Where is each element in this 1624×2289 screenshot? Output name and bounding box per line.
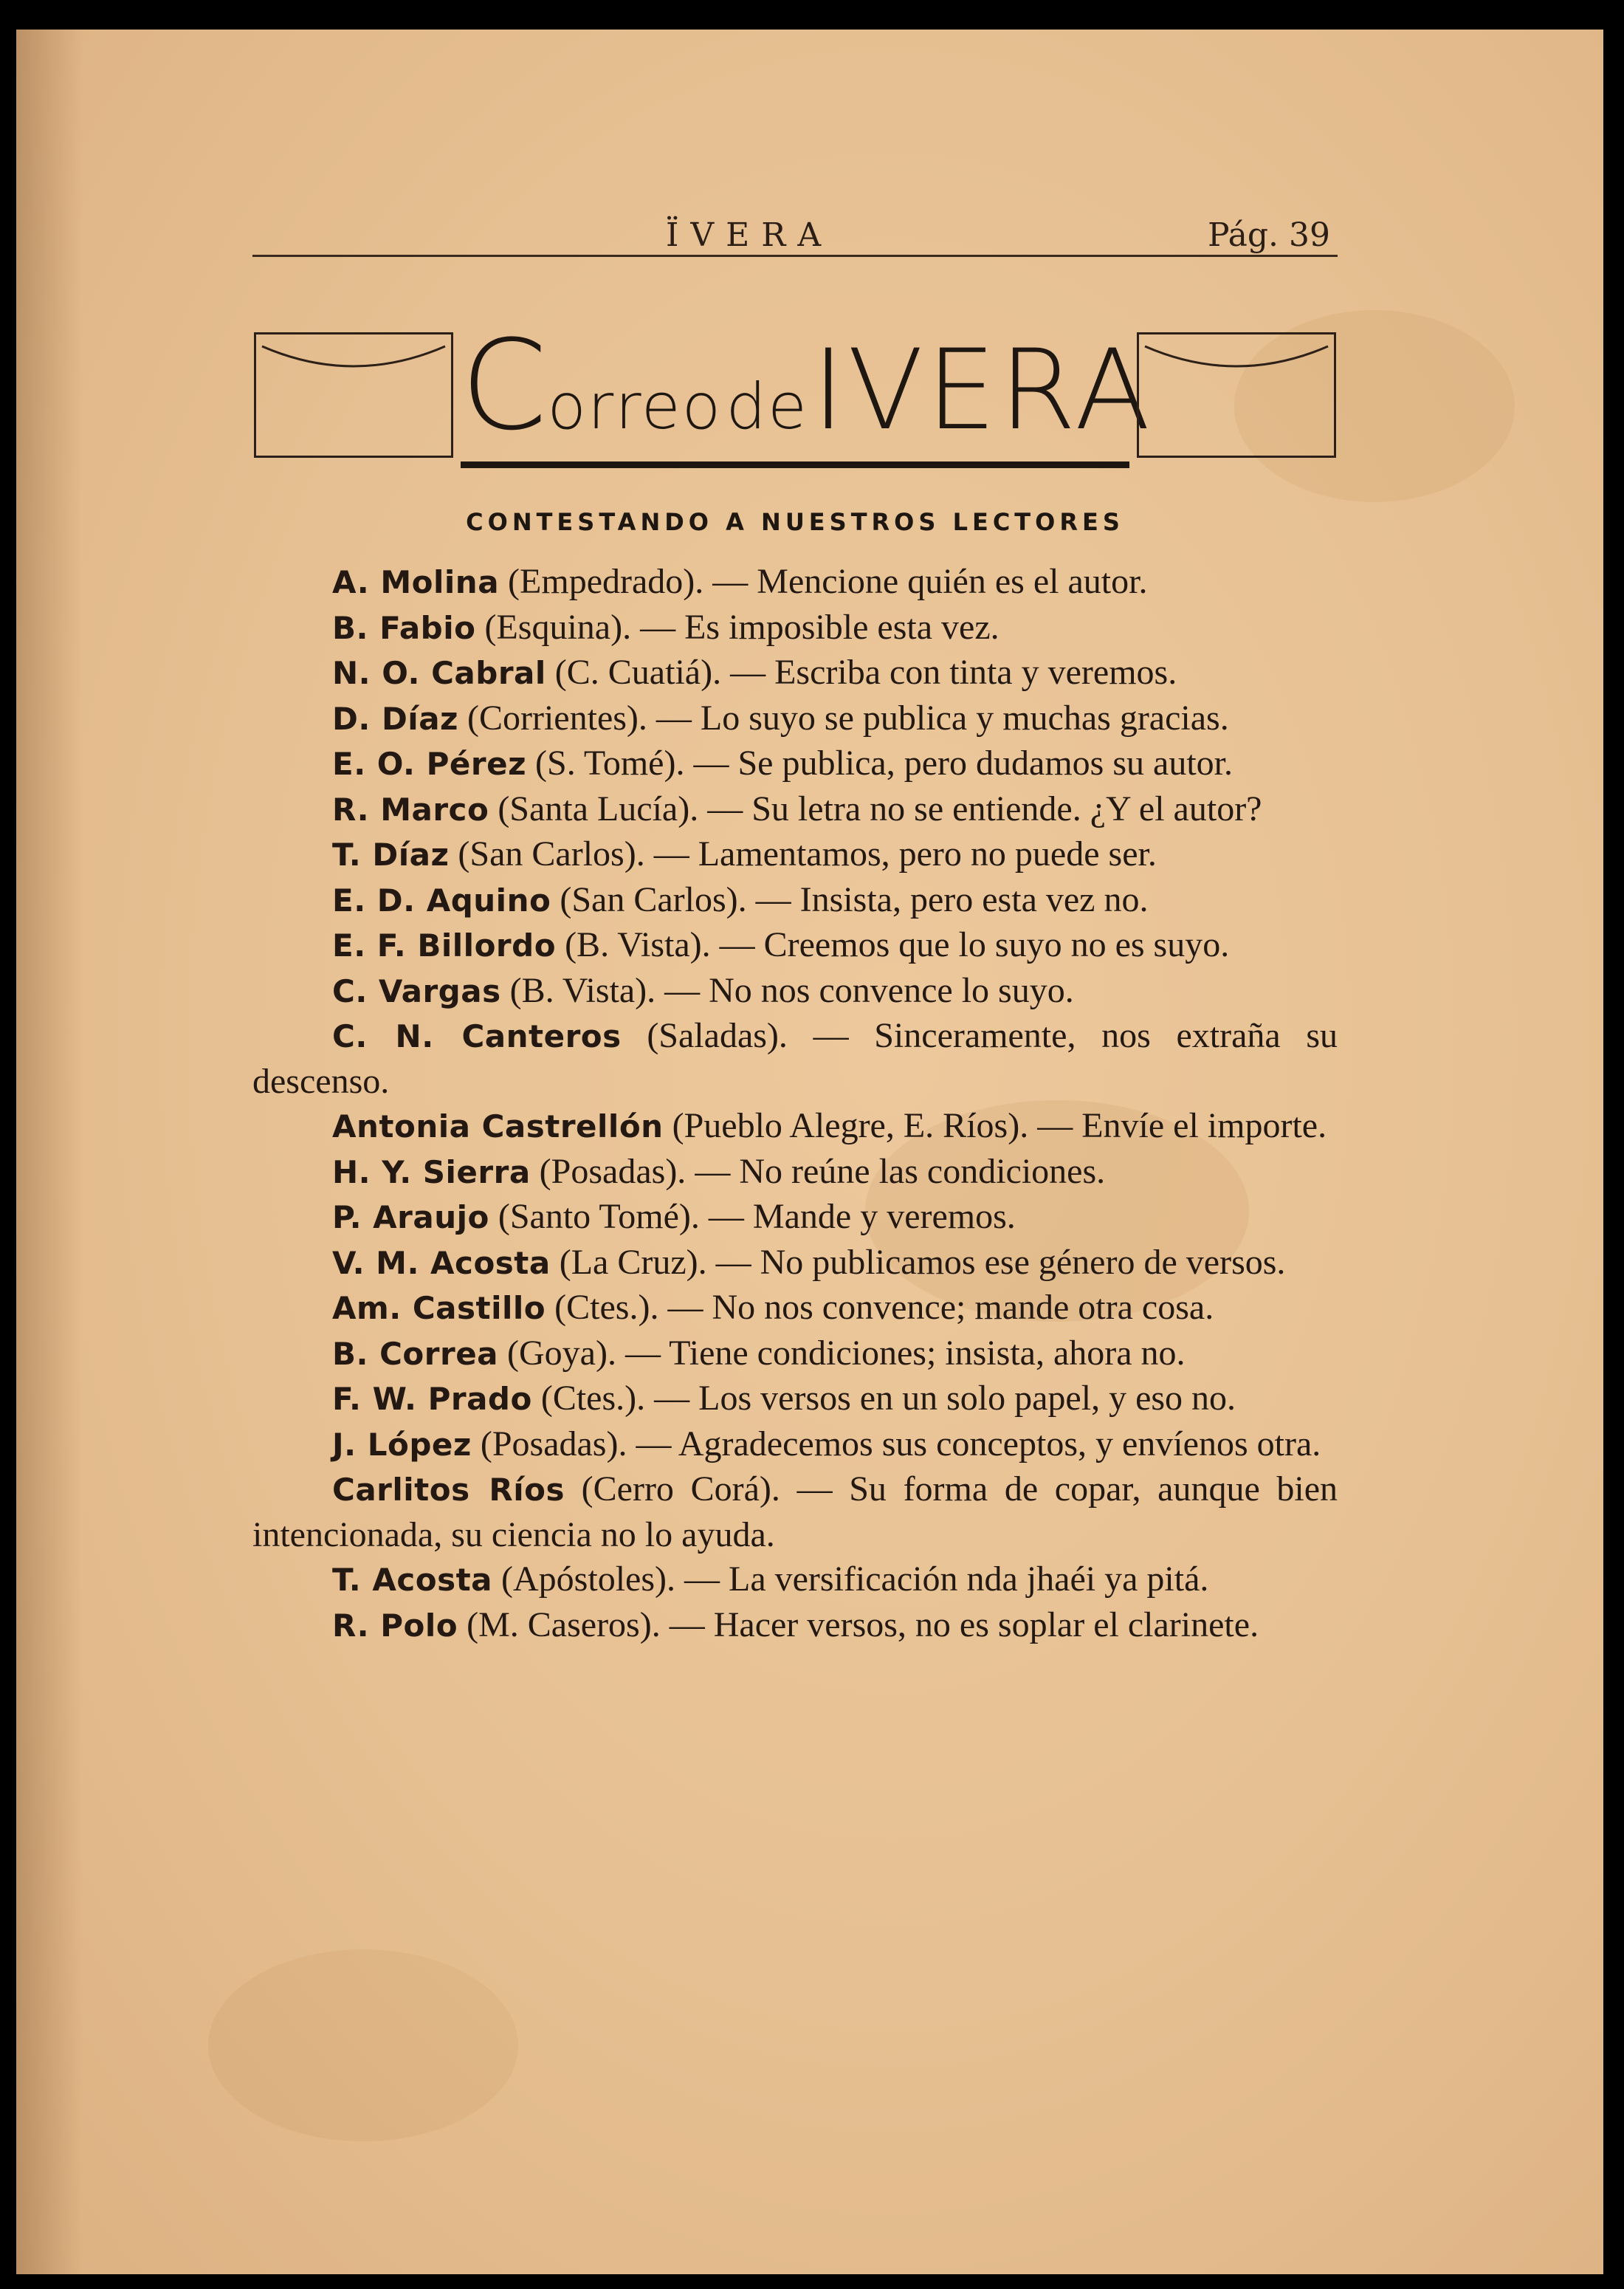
reply-text: — Se publica, pero dudamos su autor.: [693, 744, 1233, 783]
list-item: [252, 696, 1338, 742]
list-item: [252, 1467, 1338, 1557]
reader-name: T. Díaz: [332, 837, 450, 873]
reader-name: C. N. Canteros: [332, 1018, 622, 1054]
list-item: [252, 1240, 1338, 1286]
reader-place: (Ctes.).: [554, 1288, 659, 1327]
reader-place: (La Cruz).: [559, 1242, 707, 1282]
reader-name: Antonia Castrellón: [332, 1108, 664, 1144]
reply-text: — Tiene condiciones; insista, ahora no.: [625, 1333, 1186, 1373]
list-item: [252, 1014, 1338, 1104]
reader-place: (Corrientes).: [467, 698, 647, 738]
list-item: [252, 1331, 1338, 1377]
reader-place: (San Carlos).: [560, 879, 747, 919]
reader-place: (San Carlos).: [458, 834, 645, 874]
reader-name: T. Acosta: [332, 1562, 493, 1598]
reader-name: Carlitos Ríos: [332, 1472, 565, 1508]
list-item: [252, 605, 1338, 651]
reader-name: E. F. Billordo: [332, 927, 557, 964]
envelope-icon: [254, 332, 453, 458]
reply-text: — No nos convence; mande otra cosa.: [667, 1288, 1214, 1327]
reader-place: (B. Vista).: [509, 970, 656, 1010]
reader-name: V. M. Acosta: [332, 1244, 551, 1281]
reply-text: — Su letra no se entiende. ¿Y el autor?: [707, 789, 1262, 828]
reply-text: — Es imposible esta vez.: [640, 607, 999, 647]
list-item: [252, 1195, 1338, 1240]
reader-name: C. Vargas: [332, 972, 501, 1009]
title-ivera: IVERA: [811, 326, 1154, 455]
title-word: orreo: [547, 370, 723, 444]
reader-name: H. Y. Sierra: [332, 1153, 531, 1190]
reply-text: — No nos convence lo suyo.: [664, 970, 1074, 1010]
reader-name: A. Molina: [332, 564, 500, 600]
reply-text: — Agradecemos sus conceptos, y envíenos otra.: [636, 1424, 1321, 1463]
letters-list: [252, 560, 1338, 1648]
reader-name: E. D. Aquino: [332, 882, 551, 919]
reply-text: — Lamentamos, pero no puede ser.: [653, 834, 1157, 874]
reader-place: (Apóstoles).: [501, 1559, 675, 1599]
binding-shadow: [16, 30, 83, 2274]
list-item: [252, 1286, 1338, 1331]
list-item: [252, 1376, 1338, 1422]
reader-place: (Saladas).: [647, 1016, 788, 1055]
reply-text: — La versificación nda jhaéi ya pitá.: [684, 1559, 1209, 1599]
list-item: [252, 1557, 1338, 1603]
paper-stain: [208, 1949, 518, 2141]
reader-name: B. Fabio: [332, 609, 476, 646]
reply-text: — Insista, pero esta vez no.: [755, 879, 1149, 919]
reply-text: — No reúne las condiciones.: [695, 1151, 1106, 1191]
reader-place: (Posadas).: [480, 1424, 627, 1463]
title-connector: de: [726, 370, 808, 444]
reader-place: (Pueblo Alegre, E. Ríos).: [672, 1106, 1029, 1145]
list-item: [252, 651, 1338, 696]
reader-name: P. Araujo: [332, 1199, 489, 1235]
list-item: [252, 741, 1338, 787]
list-item: [252, 878, 1338, 924]
list-item: [252, 787, 1338, 833]
reader-place: (Ctes.).: [540, 1379, 646, 1418]
reply-text: — Hacer versos, no es soplar el clarinete.: [669, 1605, 1259, 1644]
reader-place: (M. Caseros).: [467, 1605, 661, 1644]
reply-text: — Creemos que lo suyo no es suyo.: [719, 925, 1230, 964]
reader-place: (Goya).: [507, 1333, 616, 1373]
reply-text: — Mande y veremos.: [708, 1197, 1016, 1236]
reader-place: (C. Cuatiá).: [554, 653, 722, 692]
reader-place: (Posadas).: [539, 1151, 687, 1191]
reader-name: F. W. Prado: [332, 1381, 532, 1417]
reply-text: — Lo suyo se publica y muchas gracias.: [656, 698, 1229, 738]
reader-name: N. O. Cabral: [332, 655, 546, 691]
reader-place: (Empedrado).: [508, 562, 704, 601]
page: [16, 30, 1603, 2274]
list-item: [252, 1422, 1338, 1468]
reply-text: — Escriba con tinta y veremos.: [730, 653, 1177, 692]
section-title: [461, 313, 1154, 468]
reader-place: (Santo Tomé).: [498, 1197, 700, 1236]
list-item: [252, 560, 1338, 605]
reply-text: — No publicamos ese género de versos.: [715, 1242, 1286, 1282]
list-item: [252, 969, 1338, 1015]
section-banner: [252, 313, 1338, 471]
reply-text: — Los versos en un solo papel, y eso no.: [654, 1379, 1236, 1418]
reader-place: (S. Tomé).: [535, 744, 685, 783]
reader-name: Am. Castillo: [332, 1290, 546, 1326]
reader-name: R. Polo: [332, 1607, 458, 1644]
list-item: [252, 1104, 1338, 1150]
list-item: [252, 832, 1338, 878]
journal-name: ÏVERA: [666, 216, 833, 254]
section-subtitle: CONTESTANDO A NUESTROS LECTORES: [466, 508, 1124, 536]
reader-name: E. O. Pérez: [332, 746, 527, 782]
reader-place: (Cerro Corá).: [581, 1469, 780, 1509]
reader-place: (Esquina).: [484, 607, 632, 647]
list-item: [252, 1603, 1338, 1649]
reader-name: B. Correa: [332, 1335, 499, 1372]
list-item: [252, 923, 1338, 969]
reply-text: — Mencione quién es el autor.: [712, 562, 1148, 601]
list-item: [252, 1150, 1338, 1195]
reader-place: (B. Vista).: [565, 925, 711, 964]
reply-text: — Envíe el importe.: [1037, 1106, 1327, 1145]
reader-name: D. Díaz: [332, 700, 458, 737]
envelope-icon: [1137, 332, 1336, 458]
reply-text: — Sinceramente, nos extraña su descenso.: [252, 1016, 1338, 1101]
reader-name: J. López: [332, 1426, 472, 1463]
reply-text: — Su forma de copar, aunque bien intencionada, su ciencia no lo ayuda.: [252, 1469, 1338, 1554]
reader-place: (Santa Lucía).: [498, 789, 699, 828]
title-initial: C: [461, 313, 548, 458]
page-number: Pág. 39: [1208, 216, 1330, 254]
running-header: [252, 188, 1338, 257]
reader-name: R. Marco: [332, 791, 489, 828]
